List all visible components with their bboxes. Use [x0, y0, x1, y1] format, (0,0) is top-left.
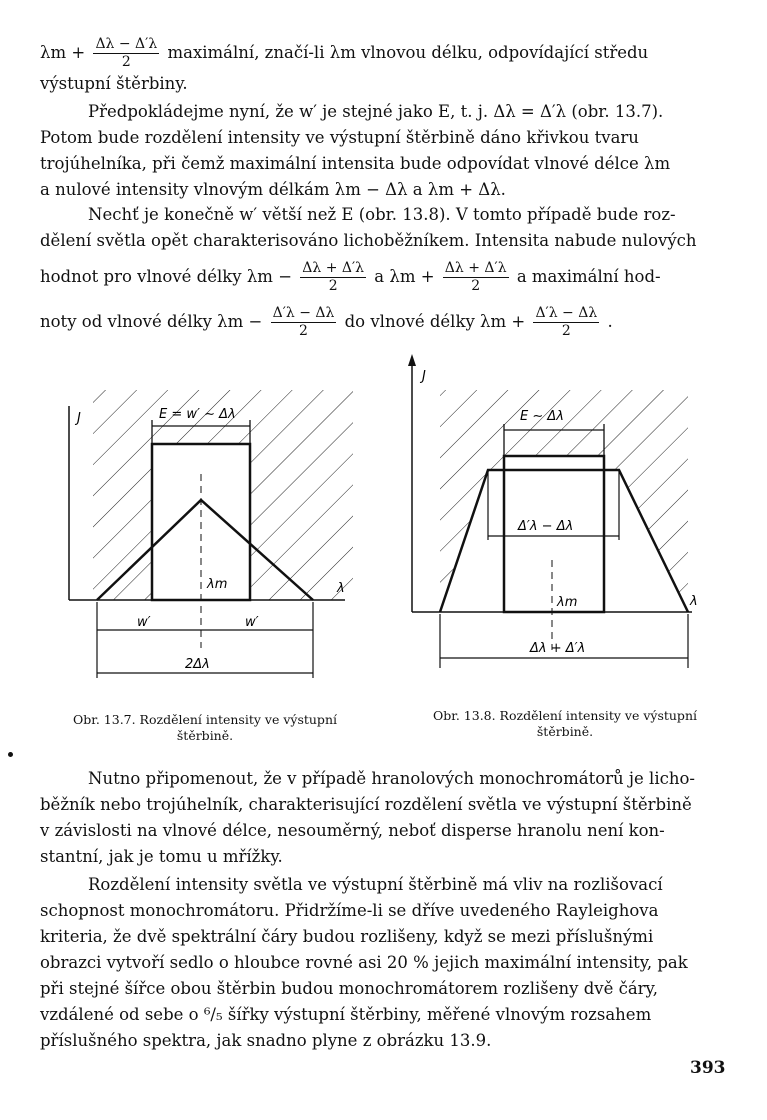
intro-line-2: výstupní štěrbiny. [40, 74, 188, 93]
e-label: E ∼ Δλ [520, 409, 564, 424]
print-speck [8, 752, 13, 757]
text-line: v závislosti na vlnové délce, nesouměrný, neboť disperse hranolu není kon- [40, 821, 665, 840]
lambda-m-label: λm [557, 595, 578, 610]
fraction [443, 260, 509, 295]
fraction-denominator: 2 [561, 323, 571, 339]
text-line: Potom bude rozdělení intensity ve výstupní štěrbině dáno křivkou tvaru [40, 128, 639, 147]
text-run: noty od vlnové délky λm − [40, 312, 268, 331]
figure-13-7 [55, 378, 375, 688]
y-axis-label: J [422, 369, 426, 384]
text-run: . [602, 312, 613, 331]
paragraph-4 [40, 766, 708, 870]
figure-13-8-caption [400, 708, 730, 740]
y-axis-arrow [408, 354, 416, 366]
fraction-numerator: Δλ + Δ′λ [302, 260, 365, 276]
paragraph-2 [40, 99, 708, 203]
w-prime-right-label: w′ [245, 615, 259, 630]
text-line: příslušného spektra, jak snadno plyne z obrázku 13.9. [40, 1031, 492, 1050]
text-line: schopnost monochromátoru. Přidržíme-li se dříve uvedeného Rayleighova [40, 901, 659, 920]
fraction [300, 260, 366, 295]
fraction [271, 305, 337, 340]
two-delta-lambda-label: 2Δλ [185, 657, 210, 672]
diff-label: Δ′λ − Δλ [518, 519, 574, 534]
paragraph-5 [40, 872, 708, 1054]
text-line: dělení světla opět charakterisováno lichoběžníkem. Intensita nabude nulových [40, 231, 697, 250]
fraction-numerator: Δ′λ − Δλ [272, 305, 335, 321]
caption-line: štěrbině. [536, 724, 594, 739]
text-line: a nulové intensity vlnovým délkám λm − Δλ a λm + Δλ. [40, 180, 506, 199]
text-line: Rozdělení intensity světla ve výstupní štěrbině má vliv na rozlišovací [88, 875, 663, 894]
formula-line-3 [40, 260, 708, 295]
page-number: 393 [690, 1058, 726, 1078]
text-line: stantní, jak je tomu u mřížky. [40, 847, 283, 866]
fraction-numerator: Δ′λ − Δλ [535, 305, 598, 321]
text-run: maximální, značí-li λm vlnovou délku, odpovídající středu [162, 43, 649, 62]
caption-line: Obr. 13.8. Rozdělení intensity ve výstupní [432, 708, 697, 723]
fraction [93, 36, 159, 71]
fraction-denominator: 2 [328, 278, 338, 294]
text-line: běžník nebo trojúhelník, charakterisující rozdělení světla ve výstupní štěrbině [40, 795, 692, 814]
y-axis-label: J [77, 411, 81, 426]
text-run: hodnot pro vlnové délky λm − [40, 267, 298, 286]
formula-line-4 [40, 305, 708, 340]
width-label: Δλ + Δ′λ [530, 641, 586, 656]
lambda-axis-label: λ [337, 581, 345, 596]
w-prime-left-label: w′ [137, 615, 151, 630]
text-run: do vlnové délky λm + [339, 312, 531, 331]
text-run: a λm + [369, 267, 440, 286]
text-line: kriteria, že dvě spektrální čáry budou rozlišeny, když se mezi příslušnými [40, 927, 654, 946]
slit-rectangle [504, 456, 604, 612]
e-label: E = w′ ∼ Δλ [159, 407, 236, 422]
fraction-denominator: 2 [121, 54, 131, 70]
text-line: Nechť je konečně w′ větší než E (obr. 13.8). V tomto případě bude roz- [88, 205, 676, 224]
figure-13-7-caption [40, 712, 370, 744]
caption-line: štěrbině. [176, 728, 234, 743]
caption-line: Obr. 13.7. Rozdělení intensity ve výstupní [72, 712, 337, 727]
figure-13-8 [392, 350, 720, 680]
fraction-numerator: Δλ + Δ′λ [444, 260, 507, 276]
lambda-m-label: λm [207, 577, 228, 592]
text-run: a maximální hod- [511, 267, 661, 286]
fraction-denominator: 2 [471, 278, 481, 294]
fraction-numerator: Δλ − Δ′λ [95, 36, 158, 52]
lambda-axis-label: λ [690, 594, 698, 609]
text-line: trojúhelníka, při čemž maximální intensita bude odpovídat vlnové délce λm [40, 154, 671, 173]
text-line: vzdálené od sebe o ⁶/₅ šířky výstupní štěrbiny, měřené vlnovým rozsahem [40, 1005, 652, 1024]
paragraph-3 [40, 202, 708, 340]
lambda-m-symbol: λm [40, 43, 67, 62]
intro-paragraph [40, 36, 708, 97]
text-line: při stejné šířce obou štěrbin budou monochromátorem rozlišeny dvě čáry, [40, 979, 658, 998]
fraction-denominator: 2 [299, 323, 308, 339]
intro-line-1: λm + $\frac{\Delta\lambda - \Delta'\lambda}{2}$ maximální, značí-li λm vlnovou délku, odpovídající středu [40, 36, 649, 70]
text-line: Předpokládejme nyní, že w′ je stejné jako E, t. j. Δλ = Δ′λ (obr. 13.7). [88, 102, 664, 121]
text-line: obrazci vytvoří sedlo o hloubce rovné asi 20 % jejich maximální intensity, pak [40, 953, 688, 972]
text-line: Nutno připomenout, že v případě hranolových monochromátorů je licho- [88, 769, 695, 788]
fraction [533, 305, 599, 340]
